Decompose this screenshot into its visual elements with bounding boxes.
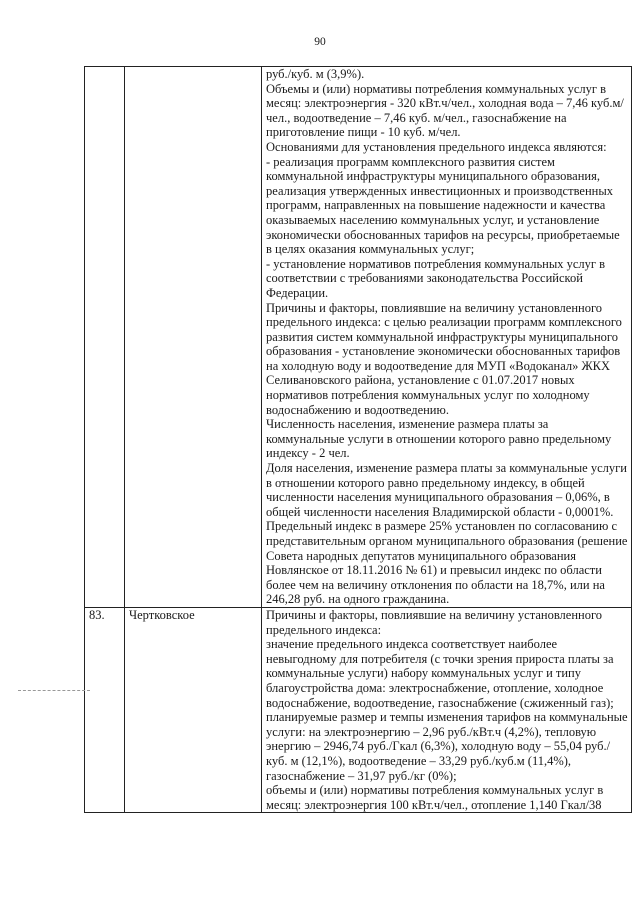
description-cell: [262, 607, 632, 812]
paragraph: Причины и факторы, повлиявшие на величину установленного предельного индекса: с целью реализации программ комплексного развития систем коммунальной инфраструктуры муниципального образования - установление экономически обоснованных тарифов на холодную воду и водоотведение для МУП «Водоканал» ЖКХ Селивановского района, установление с 01.07.2017 новых нормативов потребления коммунальных услуг по холодному водоснабжению и водоотведению.: [266, 300, 622, 417]
row-number-cell: [85, 67, 125, 608]
paragraph: руб./куб. м (3,9%).: [266, 67, 365, 81]
paragraph: - установление нормативов потребления коммунальных услуг в соответствии с требованиями законодательства Российской Федерации.: [266, 256, 606, 300]
data-table: [84, 66, 632, 813]
paragraph: планируемые размер и темпы изменения тарифов на коммунальные услуги: на электроэнергию – 2,96 руб./кВт.ч (4,2%), тепловую энергию – 2946,74 руб./Гкал (6,3%), холодную воду – 55,04 руб./куб. м (12,1%), водоотведение – 33,29 руб./куб.м (11,4%), газоснабжение – 31,97 руб./кг (0%);: [266, 710, 628, 783]
municipality-name-cell: [125, 67, 262, 608]
paragraph: объемы и (или) нормативы потребления коммунальных услуг в месяц: электроэнергия 100 кВт.ч/чел., отопление 1,140 Гкал/38: [266, 783, 604, 812]
paragraph: Причины и факторы, повлиявшие на величину установленного предельного индекса:: [266, 607, 603, 637]
paragraph: Численность населения, изменение размера платы за коммунальные услуги в отношении которого равно предельному индексу - 2 чел.: [266, 417, 612, 461]
paragraph: - реализация программ комплексного развития систем коммунальной инфраструктуры муниципального образования, реализация утвержденных инвестиционных и производственных программ, направленных на повышение надежности и качества оказываемых населению коммунальных услуг, и установление экономически обоснованных тарифов на ресурсы, приобретаемые в целях оказания коммунальных услуг;: [266, 154, 620, 257]
paragraph: Доля населения, изменение размера платы за коммунальные услуги в отношении которого равно предельному индексу, в общей численности населения муниципального образования – 0,06%, в общей численности населения Владимирской области - 0,0001%.: [266, 461, 627, 519]
municipality-name-cell: Чертковское: [125, 607, 262, 812]
paragraph: значение предельного индекса соответствует наиболее невыгодному для потребителя (с точки зрения прироста платы за коммунальные услуги) набору коммунальных услуг и типу благоустройства дома: электроснабжение, отопление, холодное водоснабжение, водоотведение, газоснабжение (сжиженный газ);: [266, 637, 614, 710]
paragraph: Основаниями для установления предельного индекса являются:: [266, 139, 607, 154]
table-row: [85, 67, 632, 608]
row-number-cell: 83.: [85, 607, 125, 812]
page-number: 90: [314, 36, 326, 48]
table-row: [85, 607, 632, 812]
scan-margin-mark: [18, 690, 90, 691]
paragraph: Предельный индекс в размере 25% установлен по согласованию с представительным органом муниципального образования (решение Совета народных депутатов муниципального образования Новлянское от 18.11.2016 № 61) и превысил индекс по области более чем на величину отклонения по области на 18,7%, или на 246,28 руб. на одного гражданина.: [266, 519, 628, 607]
description-cell: [262, 67, 632, 608]
paragraph: Объемы и (или) нормативы потребления коммунальных услуг в месяц: электроэнергия - 320 кВт.ч/чел., холодная вода – 7,46 куб.м/чел., водоотведение – 7,46 куб. м/чел., газоснабжение на приготовление пищи - 10 куб. м/чел.: [266, 81, 624, 140]
